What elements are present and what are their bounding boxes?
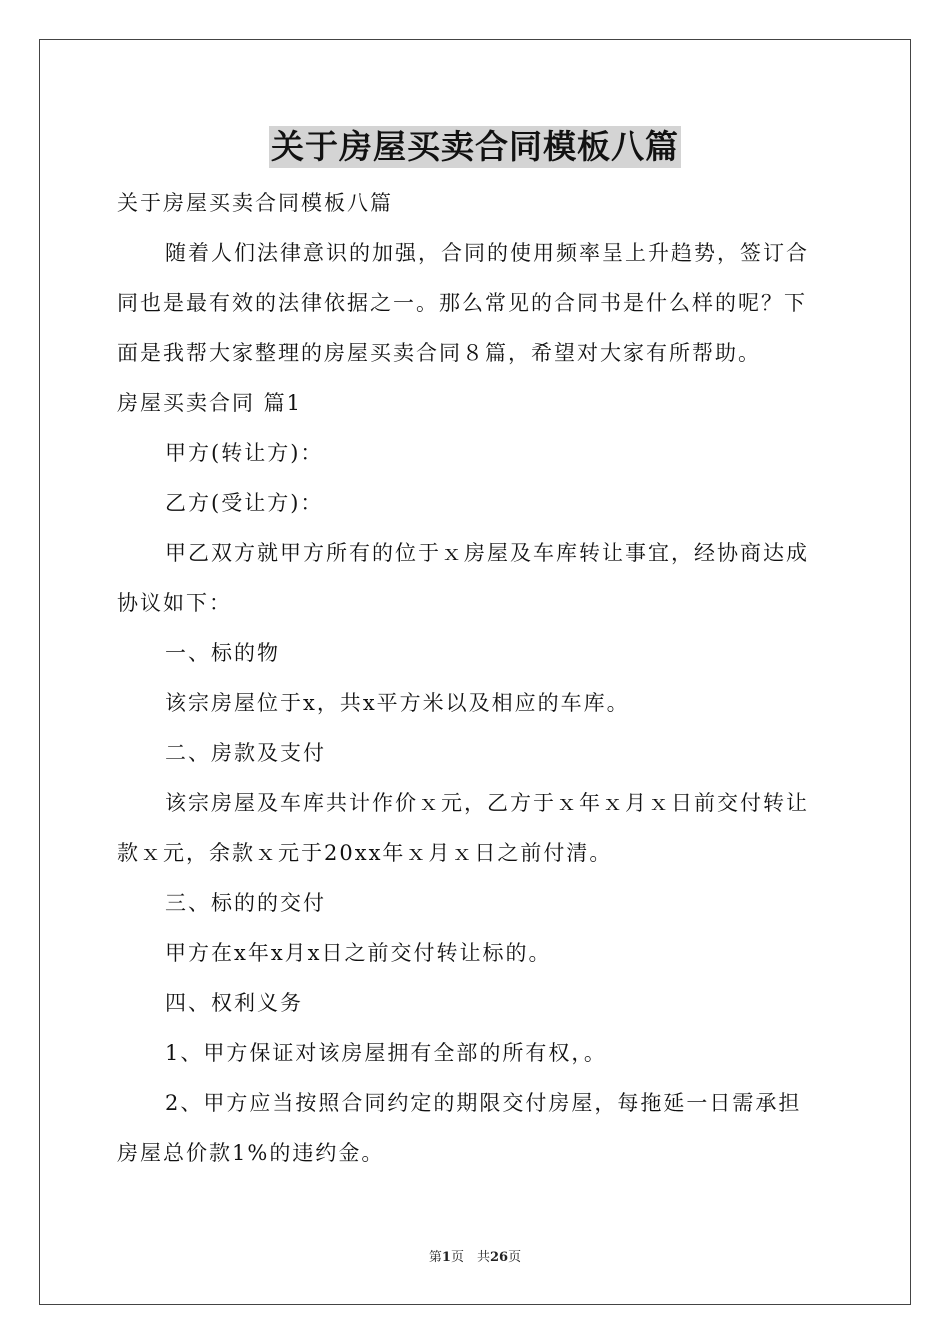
- clause-3-text: 甲方在x年x月x日之前交付转让标的。: [165, 941, 552, 965]
- subtitle-line: 关于房屋买卖合同模板八篇: [117, 191, 393, 215]
- document-title: 关于房屋买卖合同模板八篇: [271, 127, 679, 166]
- clause-2-line-1: 该宗房屋及车库共计作价ｘ元，乙方于ｘ年ｘ月ｘ日前交付转让: [165, 791, 809, 815]
- clause-2-line-2: 款ｘ元，余款ｘ元于20xx年ｘ月ｘ日之前付清。: [117, 841, 613, 865]
- intro-line-2: 同也是最有效的法律依据之一。那么常见的合同书是什么样的呢？下: [117, 291, 807, 315]
- title-wrap: [0, 126, 950, 168]
- party-a-line: 甲方(转让方)：: [165, 441, 324, 465]
- agreement-line-1: 甲乙双方就甲方所有的位于ｘ房屋及车库转让事宜，经协商达成: [165, 541, 809, 565]
- clause-1-heading: 一、标的物: [165, 641, 280, 665]
- clause-4-heading: 四、权利义务: [165, 991, 303, 1015]
- page-footer: [0, 1246, 950, 1265]
- footer-current-page: 1: [441, 1250, 451, 1265]
- clause-3-heading: 三、标的的交付: [165, 891, 326, 915]
- party-b-line: 乙方(受让方)：: [165, 491, 324, 515]
- footer-suffix: 页: [508, 1250, 522, 1265]
- clause-4-item-1: 1、甲方保证对该房屋拥有全部的所有权，。: [165, 1041, 607, 1065]
- section-heading: 房屋买卖合同 篇1: [117, 391, 303, 415]
- clause-4-item-2-line-2: 房屋总价款1%的违约金。: [117, 1141, 385, 1165]
- clause-2-heading: 二、房款及支付: [165, 741, 326, 765]
- intro-line-3: 面是我帮大家整理的房屋买卖合同８篇，希望对大家有所帮助。: [117, 341, 761, 365]
- clause-1-text: 该宗房屋位于x，共x平方米以及相应的车库。: [165, 691, 630, 715]
- footer-prefix: 第: [428, 1250, 442, 1265]
- footer-total-pages: 26: [489, 1250, 509, 1265]
- agreement-line-2: 协议如下：: [117, 591, 232, 615]
- intro-line-1: 随着人们法律意识的加强，合同的使用频率呈上升趋势，签订合: [165, 241, 809, 265]
- document-body: [117, 178, 835, 1178]
- footer-mid: 页 共: [450, 1250, 490, 1265]
- clause-4-item-2-line-1: 2、甲方应当按照合同约定的期限交付房屋，每拖延一日需承担: [165, 1091, 802, 1115]
